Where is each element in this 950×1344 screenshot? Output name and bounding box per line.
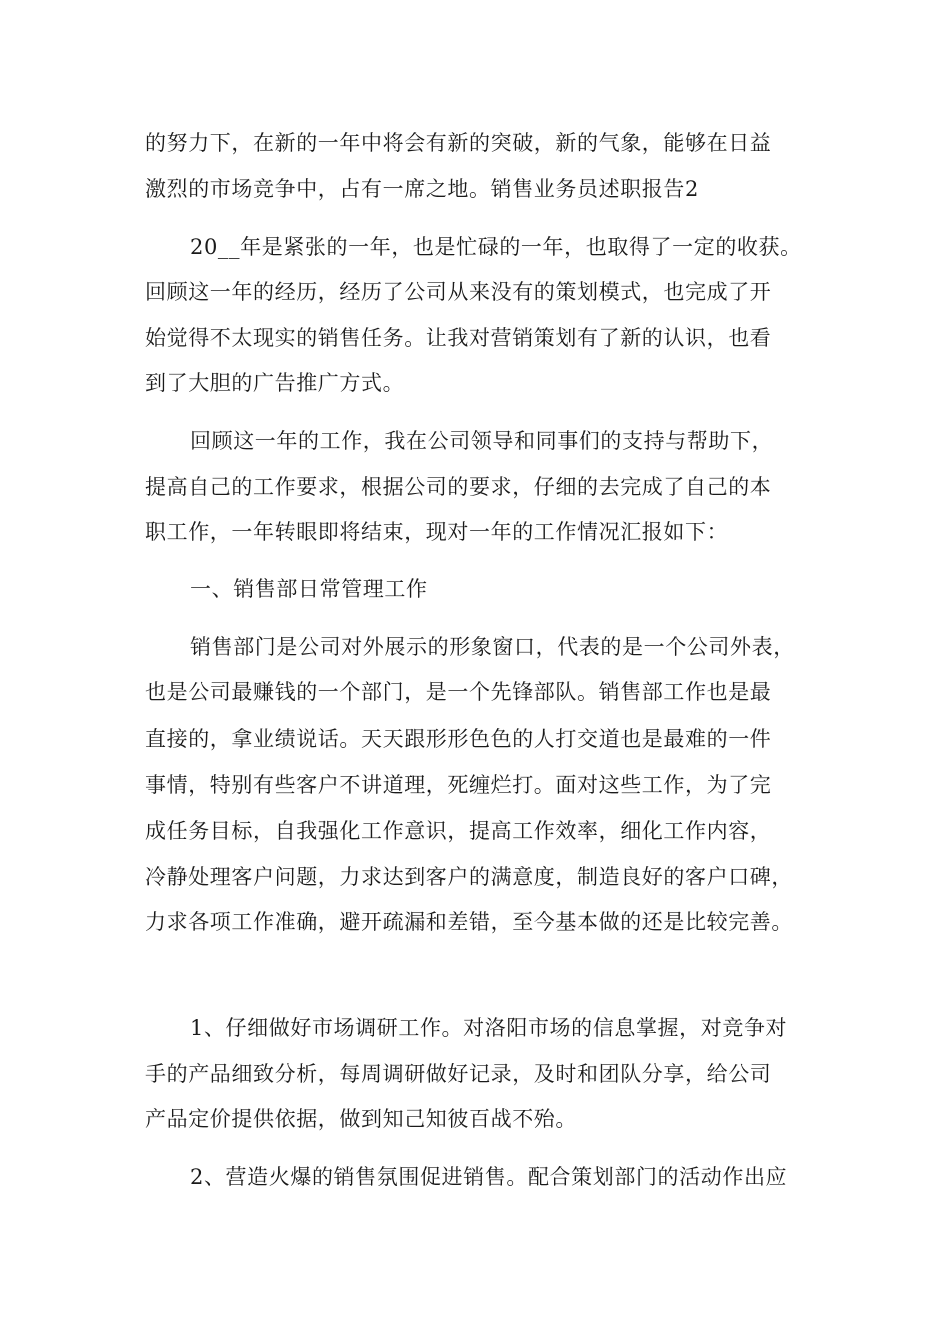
text-line: 成任务目标，自我强化工作意识，提高工作效率，细化工作内容， — [145, 819, 772, 843]
text-line: 产品定价提供依据，做到知己知彼百战不殆。 — [145, 1107, 577, 1131]
paragraph-first-line: 20__年是紧张的一年，也是忙碌的一年，也取得了一定的收获。 — [190, 235, 802, 259]
text-line: 冷静处理客户问题，力求达到客户的满意度，制造良好的客户口碑， — [145, 865, 793, 889]
text-line: 回顾这一年的经历，经历了公司从来没有的策划模式，也完成了开 — [145, 280, 772, 304]
text-line: 职工作，一年转眼即将结束，现对一年的工作情况汇报如下： — [145, 520, 729, 544]
text-line: 激烈的市场竞争中，占有一席之地。销售业务员述职报告2 — [145, 177, 699, 201]
section-heading: 一、销售部日常管理工作 — [190, 577, 428, 601]
text-line: 直接的，拿业绩说话。天天跟形形色色的人打交道也是最难的一件 — [145, 727, 772, 751]
text-line: 始觉得不太现实的销售任务。让我对营销策划有了新的认识，也看 — [145, 326, 772, 350]
text-line: 到了大胆的广告推广方式。 — [145, 371, 405, 395]
list-item-first-line: 2、营造火爆的销售氛围促进销售。配合策划部门的活动作出应 — [190, 1165, 788, 1189]
paragraph-first-line: 销售部门是公司对外展示的形象窗口，代表的是一个公司外表， — [190, 635, 795, 659]
text-line: 提高自己的工作要求，根据公司的要求，仔细的去完成了自己的本 — [145, 475, 772, 499]
text-line: 手的产品细致分析，每周调研做好记录，及时和团队分享，给公司 — [145, 1062, 772, 1086]
paragraph-first-line: 回顾这一年的工作，我在公司领导和同事们的支持与帮助下， — [190, 429, 774, 453]
list-item-first-line: 1、仔细做好市场调研工作。对洛阳市场的信息掌握，对竞争对 — [190, 1016, 788, 1040]
text-line: 也是公司最赚钱的一个部门，是一个先锋部队。销售部工作也是最 — [145, 680, 772, 704]
text-line: 事情，特别有些客户不讲道理，死缠烂打。面对这些工作，为了完 — [145, 773, 772, 797]
text-line: 力求各项工作准确，避开疏漏和差错，至今基本做的还是比较完善。 — [145, 910, 793, 934]
text-line: 的努力下，在新的一年中将会有新的突破，新的气象，能够在日益 — [145, 131, 772, 155]
